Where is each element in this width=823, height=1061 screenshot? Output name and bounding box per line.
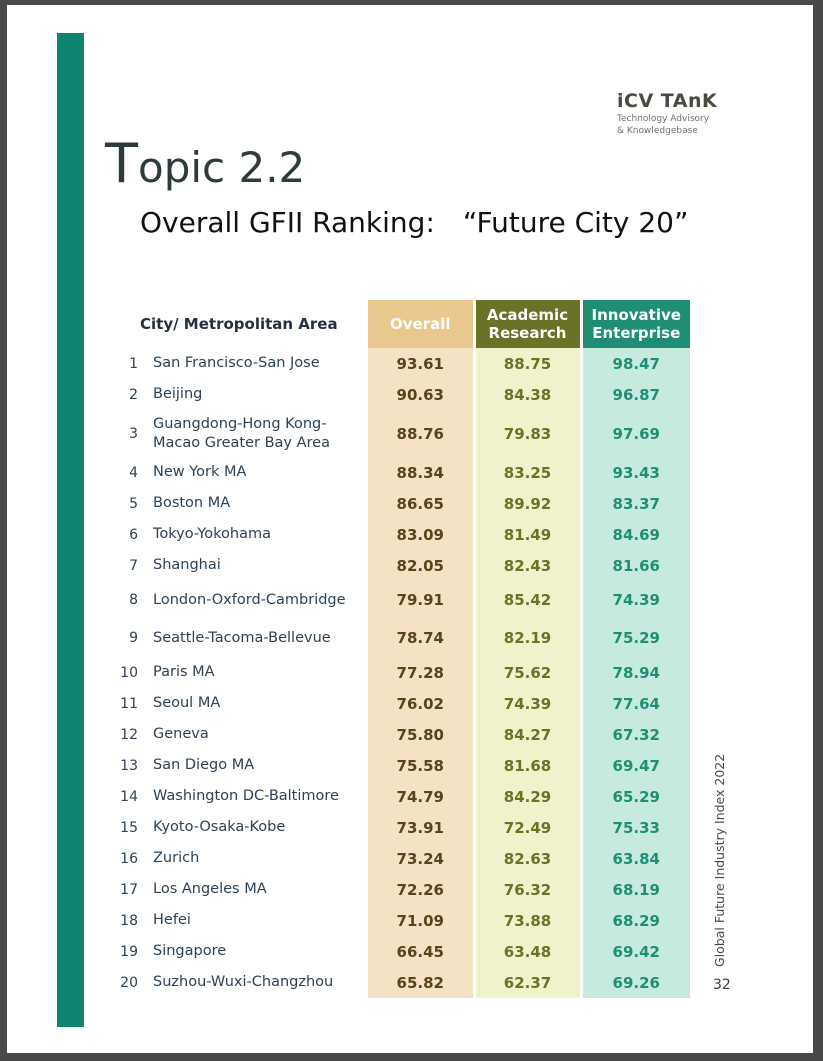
- city-cell: Beijing: [153, 386, 203, 402]
- academic-research-score-cell: 88.75: [474, 348, 581, 379]
- table-row: [120, 657, 690, 688]
- table-row: [120, 410, 690, 457]
- rank-cell: 17: [120, 881, 138, 898]
- table-row: [120, 688, 690, 719]
- innovative-enterprise-score-cell: 69.42: [581, 936, 690, 967]
- page-title-initial: T: [105, 132, 138, 195]
- innovative-enterprise-score-cell: 93.43: [581, 457, 690, 488]
- city-cell: Seattle-Tacoma-Bellevue: [153, 629, 331, 646]
- academic-research-score-cell: 84.29: [474, 781, 581, 812]
- rank-cell: 11: [120, 695, 138, 712]
- rank-cell: 2: [129, 386, 138, 403]
- academic-research-score-cell: 73.88: [474, 905, 581, 936]
- innovative-enterprise-score-cell: 78.94: [581, 657, 690, 688]
- overall-score-cell: 77.28: [368, 657, 474, 688]
- rank-cell: 1: [129, 355, 138, 372]
- innovative-enterprise-score-cell: 96.87: [581, 379, 690, 410]
- academic-research-score-cell: 74.39: [474, 688, 581, 719]
- table-row: [120, 781, 690, 812]
- rank-cell: 5: [129, 495, 138, 512]
- academic-research-score-cell: 81.49: [474, 519, 581, 550]
- overall-score-cell: 74.79: [368, 781, 474, 812]
- logo-brand-text: iCV TAnK: [617, 90, 718, 112]
- city-cell: Shanghai: [153, 557, 221, 573]
- innovative-enterprise-score-cell: 98.47: [581, 348, 690, 379]
- academic-research-score-cell: 76.32: [474, 874, 581, 905]
- rank-cell: 15: [120, 819, 138, 836]
- report-page: [7, 5, 813, 1053]
- academic-research-score-cell: 89.92: [474, 488, 581, 519]
- logo-tagline-line2: & Knowledgebase: [617, 125, 698, 136]
- academic-research-score-cell: 75.62: [474, 657, 581, 688]
- icv-tank-logo: [617, 90, 717, 137]
- rank-cell: 18: [120, 912, 138, 929]
- city-cell: Hefei: [153, 912, 191, 928]
- table-row: [120, 750, 690, 781]
- table-row: [120, 457, 690, 488]
- table-row: [120, 843, 690, 874]
- rank-cell: 13: [120, 757, 138, 774]
- header-row: [120, 300, 690, 348]
- overall-score-cell: 73.24: [368, 843, 474, 874]
- city-cell: Paris MA: [153, 664, 215, 680]
- overall-score-cell: 82.05: [368, 550, 474, 581]
- column-header-academic-research: Academic Research: [474, 300, 581, 348]
- academic-research-score-cell: 81.68: [474, 750, 581, 781]
- page-title-rest: opic 2.2: [138, 143, 306, 192]
- academic-research-score-cell: 82.43: [474, 550, 581, 581]
- logo-tagline-line1: Technology Advisory: [617, 114, 710, 124]
- logo-tagline: [617, 114, 717, 137]
- innovative-enterprise-score-cell: 77.64: [581, 688, 690, 719]
- city-cell: Guangdong-Hong Kong-Macao Greater Bay Area: [153, 415, 330, 451]
- rank-cell: 6: [129, 526, 138, 543]
- rank-cell: 12: [120, 726, 138, 743]
- academic-research-score-cell: 63.48: [474, 936, 581, 967]
- rank-cell: 16: [120, 850, 138, 867]
- table-row: [120, 550, 690, 581]
- page-subtitle: Overall GFII Ranking: “Future City 20”: [140, 206, 689, 239]
- table-row: [120, 348, 690, 379]
- innovative-enterprise-score-cell: 69.26: [581, 967, 690, 998]
- overall-score-cell: 65.82: [368, 967, 474, 998]
- ranking-table-header: [120, 300, 690, 348]
- innovative-enterprise-score-cell: 67.32: [581, 719, 690, 750]
- academic-research-score-cell: 62.37: [474, 967, 581, 998]
- city-cell: Washington DC-Baltimore: [153, 788, 339, 804]
- rank-cell: 9: [129, 630, 138, 646]
- overall-score-cell: 75.80: [368, 719, 474, 750]
- overall-score-cell: 75.58: [368, 750, 474, 781]
- overall-score-cell: 73.91: [368, 812, 474, 843]
- academic-research-score-cell: 82.19: [474, 619, 581, 657]
- column-header-overall: Overall: [368, 300, 474, 348]
- table-row: [120, 379, 690, 410]
- city-cell: Geneva: [153, 726, 209, 742]
- innovative-enterprise-score-cell: 81.66: [581, 550, 690, 581]
- rank-cell: 14: [120, 788, 138, 805]
- overall-score-cell: 78.74: [368, 619, 474, 657]
- innovative-enterprise-score-cell: 97.69: [581, 410, 690, 457]
- rank-cell: 3: [129, 425, 138, 442]
- academic-research-score-cell: 84.38: [474, 379, 581, 410]
- overall-score-cell: 79.91: [368, 581, 474, 619]
- table-row: [120, 874, 690, 905]
- city-cell: Kyoto-Osaka-Kobe: [153, 819, 286, 835]
- rank-cell: 8: [129, 592, 138, 608]
- city-cell: Singapore: [153, 943, 227, 959]
- innovative-enterprise-score-cell: 75.29: [581, 619, 690, 657]
- innovative-enterprise-score-cell: 83.37: [581, 488, 690, 519]
- city-cell: Los Angeles MA: [153, 881, 267, 897]
- innovative-enterprise-score-cell: 65.29: [581, 781, 690, 812]
- academic-research-score-cell: 82.63: [474, 843, 581, 874]
- overall-score-cell: 90.63: [368, 379, 474, 410]
- table-row: [120, 519, 690, 550]
- city-cell: Zurich: [153, 850, 200, 866]
- city-cell: New York MA: [153, 464, 247, 480]
- overall-score-cell: 86.65: [368, 488, 474, 519]
- academic-research-score-cell: 72.49: [474, 812, 581, 843]
- table-row: [120, 488, 690, 519]
- city-cell: San Francisco-San Jose: [153, 355, 320, 371]
- innovative-enterprise-score-cell: 75.33: [581, 812, 690, 843]
- city-cell: Suzhou-Wuxi-Changzhou: [153, 974, 334, 990]
- rank-cell: 10: [120, 664, 138, 681]
- overall-score-cell: 66.45: [368, 936, 474, 967]
- overall-score-cell: 72.26: [368, 874, 474, 905]
- city-cell: San Diego MA: [153, 757, 255, 773]
- report-side-label: Global Future Industry Index 2022: [712, 753, 727, 967]
- academic-research-score-cell: 83.25: [474, 457, 581, 488]
- city-cell: Boston MA: [153, 495, 231, 511]
- innovative-enterprise-score-cell: 84.69: [581, 519, 690, 550]
- innovative-enterprise-score-cell: 63.84: [581, 843, 690, 874]
- city-cell: Tokyo-Yokohama: [153, 526, 272, 542]
- overall-score-cell: 71.09: [368, 905, 474, 936]
- table-row: [120, 905, 690, 936]
- table-row: [120, 619, 690, 657]
- overall-score-cell: 83.09: [368, 519, 474, 550]
- table-row: [120, 719, 690, 750]
- table-row: [120, 936, 690, 967]
- rank-cell: 4: [129, 464, 138, 481]
- innovative-enterprise-score-cell: 74.39: [581, 581, 690, 619]
- table-row: [120, 581, 690, 619]
- city-cell: Seoul MA: [153, 695, 221, 711]
- table-row: [120, 967, 690, 998]
- gfii-ranking-table: [120, 300, 690, 998]
- rank-cell: 19: [120, 943, 138, 960]
- ranking-table-body: [120, 348, 690, 998]
- overall-score-cell: 88.34: [368, 457, 474, 488]
- left-accent-bar: [57, 33, 84, 1027]
- column-header-innovative-enterprise: Innovative Enterprise: [581, 300, 690, 348]
- table-row: [120, 812, 690, 843]
- rank-cell: 7: [129, 557, 138, 574]
- academic-research-score-cell: 85.42: [474, 581, 581, 619]
- page-number: 32: [713, 977, 731, 993]
- city-cell: London-Oxford-Cambridge: [153, 591, 346, 608]
- overall-score-cell: 93.61: [368, 348, 474, 379]
- innovative-enterprise-score-cell: 68.29: [581, 905, 690, 936]
- innovative-enterprise-score-cell: 69.47: [581, 750, 690, 781]
- page-title: [105, 132, 306, 195]
- overall-score-cell: 88.76: [368, 410, 474, 457]
- academic-research-score-cell: 79.83: [474, 410, 581, 457]
- innovative-enterprise-score-cell: 68.19: [581, 874, 690, 905]
- overall-score-cell: 76.02: [368, 688, 474, 719]
- column-header-city: City/ Metropolitan Area: [140, 315, 338, 333]
- rank-cell: 20: [120, 974, 138, 991]
- academic-research-score-cell: 84.27: [474, 719, 581, 750]
